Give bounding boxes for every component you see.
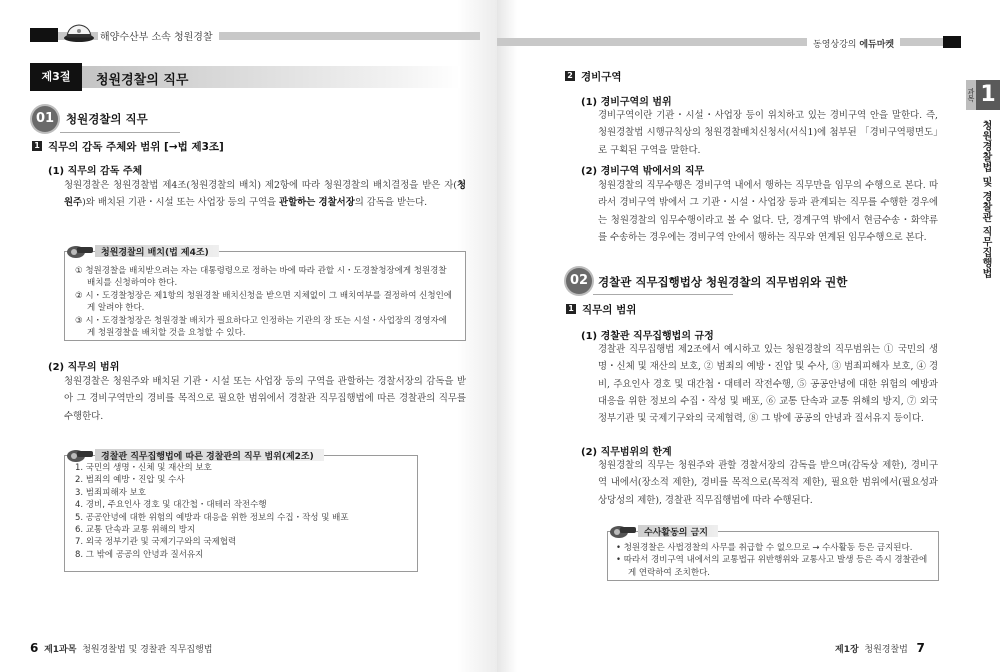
list-item: ② 시・도경찰청장은 제1항의 청원경찰 배치신청을 받으면 지체없이 그 배치여부를 결정하여 신청인에게 알려야 한다. xyxy=(75,290,452,314)
side-tab-number: 1 xyxy=(976,80,1000,110)
item-title: (1) 직무의 감독 주체 xyxy=(48,166,143,177)
item-title: (2) 경비구역 밖에서의 직무 xyxy=(581,166,705,177)
list-item: 4. 경비, 주요인사 경호 및 대간첩・대테러 작전수행 xyxy=(75,500,267,511)
page-footer xyxy=(835,641,925,655)
list-item: 3. 범죄피해자 보호 xyxy=(75,487,146,498)
whistle-icon xyxy=(65,243,95,259)
paragraph: 청원경찰은 청원경찰법 제4조(청원경찰의 배치) 제2항에 따라 청원경찰의 배치결정을 받은 자(청원주)와 배치된 기관・시설 또는 사업장 등의 구역을 관할하는 경찰서장의 감독을 받는다. xyxy=(64,180,466,209)
list-item: • 따라서 경비구역 내에서의 교통법규 위반행위와 교통사고 발생 등은 즉시 경찰관에게 연락하여 조치한다. xyxy=(616,555,928,578)
police-cap-icon xyxy=(62,22,96,44)
chapter-side-tab xyxy=(966,76,1000,672)
list-item: ③ 시・도경찰청장은 청원경찰 배치가 필요하다고 인정하는 기관의 장 또는 시설・사업장의 경영자에게 청원경찰을 배치할 것을 요청할 수 있다. xyxy=(75,315,447,339)
note-list xyxy=(75,265,455,339)
item-title: (1) 경비구역의 범위 xyxy=(581,97,672,108)
list-item: 1. 국민의 생명・신체 및 재산의 보호 xyxy=(75,463,212,473)
heading-number-badge: 02 xyxy=(566,268,592,294)
list-item: 2. 범죄의 예방・진압 및 수사 xyxy=(75,475,185,486)
heading-title: 청원경찰의 직무 xyxy=(66,112,148,126)
note-box-header xyxy=(65,240,219,262)
heading-underline xyxy=(60,132,180,133)
heading-number-badge: 01 xyxy=(32,106,58,132)
header-block xyxy=(30,28,58,42)
item-title: (2) 직무의 범위 xyxy=(48,362,120,373)
subsection-title: 직무의 감독 주체와 범위 [→법 제3조] xyxy=(48,141,224,153)
header-block xyxy=(943,36,961,48)
list-item: ① 청원경찰을 배치받으려는 자는 대통령령으로 정하는 바에 따라 관할 시・도경찰청장에게 청원경찰 배치를 신청하여야 한다. xyxy=(75,266,447,289)
note-box-title: 수사활동의 금지 xyxy=(638,525,718,537)
section-band xyxy=(30,66,460,88)
paragraph: 청원경찰은 청원주와 배치된 기관・시설 또는 사업장 등의 구역을 관할하는 경찰서장의 감독을 받아 그 경비구역만의 경비를 목적으로 필요한 범위에서 경찰관 직무집행법에 따른 경찰관의 직무를 수행한다. xyxy=(64,376,466,422)
note-list xyxy=(616,542,930,579)
square-marker: 2 xyxy=(565,71,575,81)
paragraph: 청원경찰의 직무는 청원주와 관할 경찰서장의 감독을 받으며(감독상 제한), 경비구역 내에서(장소적 제한), 경비를 목적으로(목적적 제한), 필요한 범위에서(필요성과 상당성의 제한), 경찰관 직무집행법에 따라 수행된다. xyxy=(598,460,938,506)
list-item: • 청원경찰은 사법경찰의 사무를 취급할 수 없으므로 → 수사활동 등은 금지된다. xyxy=(616,543,913,553)
note-list xyxy=(75,462,411,561)
note-box-title: 청원경찰의 배치(법 제4조) xyxy=(95,245,219,257)
footer-chapter: 제1장 xyxy=(835,645,859,655)
right-page xyxy=(497,0,1000,672)
paragraph: 청원경찰의 직무수행은 경비구역 내에서 행하는 직무만을 임무의 수행으로 본다. 따라서 경비구역 밖에서 그 기관・시설・사업장 등과 관계되는 직무를 수행한 경우에는 청원경찰의 임무수행이라고 볼 수 없다. 단, 경계구역 밖에서 현금수송・화약류를 수송하는 경우에는 경비구역 안에서 행하는 직무와 연계된 임무수행으로 본다. xyxy=(598,180,938,243)
subsection-title: 직무의 범위 xyxy=(582,304,637,316)
note-box xyxy=(607,527,939,581)
section-badge: 제3절 xyxy=(30,63,82,91)
paragraph: 경찰관 직무집행법 제2조에서 예시하고 있는 청원경찰의 직무범위는 ① 국민의 생명・신체 및 재산의 보호, ② 범죄의 예방・진압 및 수사, ③ 범죄피해자 보호, ④ 경비, 주요인사 경호 및 대간첩・대테러 작전수행, ⑤ 공공안녕에 대한 위험의 예방과 대응을 위한 정보의 수집・작성 및 배포, ⑥ 교통 단속과 교통 위해의 방지, ⑦ 외국 정부기관 및 국제기구와의 국제협력, ⑧ 그 밖에 공공의 안녕과 질서유지 등이다. xyxy=(598,344,938,425)
note-box xyxy=(64,451,418,572)
list-item: 6. 교통 단속과 교통 위해의 방지 xyxy=(75,525,196,536)
square-marker: 1 xyxy=(32,141,42,151)
heading-title: 경찰관 직무집행법상 청원경찰의 직무범위와 권한 xyxy=(598,275,848,289)
side-tab-title: 청원경찰법 및 경찰관 직무집행법 xyxy=(980,120,991,279)
whistle-icon xyxy=(65,447,95,463)
item-title: (2) 직무범위의 한계 xyxy=(581,447,672,458)
whistle-icon xyxy=(608,523,638,539)
list-item: 7. 외국 정부기관 및 국제기구와의 국제협력 xyxy=(75,537,237,548)
heading-underline xyxy=(593,294,733,295)
list-item: 8. 그 밖에 공공의 안녕과 질서유지 xyxy=(75,549,204,560)
note-box-title: 경찰관 직무집행법에 따른 경찰관의 직무 범위(제2조) xyxy=(95,449,324,461)
page-footer xyxy=(30,641,213,655)
note-box xyxy=(64,247,466,341)
subsection-title: 경비구역 xyxy=(581,71,622,83)
footer-title: 청원경찰법 xyxy=(864,645,908,655)
footer-title: 청원경찰법 및 경찰관 직무집행법 xyxy=(82,645,213,655)
header-title: 해양수산부 소속 청원경찰 xyxy=(98,28,219,43)
section-title: 청원경찰의 직무 xyxy=(96,73,189,88)
square-marker: 1 xyxy=(566,304,576,314)
page-number: 6 xyxy=(30,641,39,655)
footer-chapter: 제1과목 xyxy=(44,645,77,655)
item-title: (1) 경찰관 직무집행법의 규정 xyxy=(581,331,714,342)
side-tab-label: 과목 xyxy=(966,80,976,110)
note-box-header xyxy=(608,520,718,542)
paragraph: 경비구역이란 기관・시설・사업장 등이 위치하고 있는 경비구역 안을 말한다. 즉, 청원경찰법 시행규칙상의 청원경찰배치신청서(서식1)에 첨부된 「경비구역평면도」로 구획된 구역을 말한다. xyxy=(598,110,938,156)
header-title: 동영상강의 에듀마켓 xyxy=(807,37,900,50)
list-item: 5. 공공안녕에 대한 위험의 예방과 대응을 위한 정보의 수집・작성 및 배포 xyxy=(75,512,349,523)
left-page xyxy=(0,0,497,672)
page-number: 7 xyxy=(916,641,925,655)
